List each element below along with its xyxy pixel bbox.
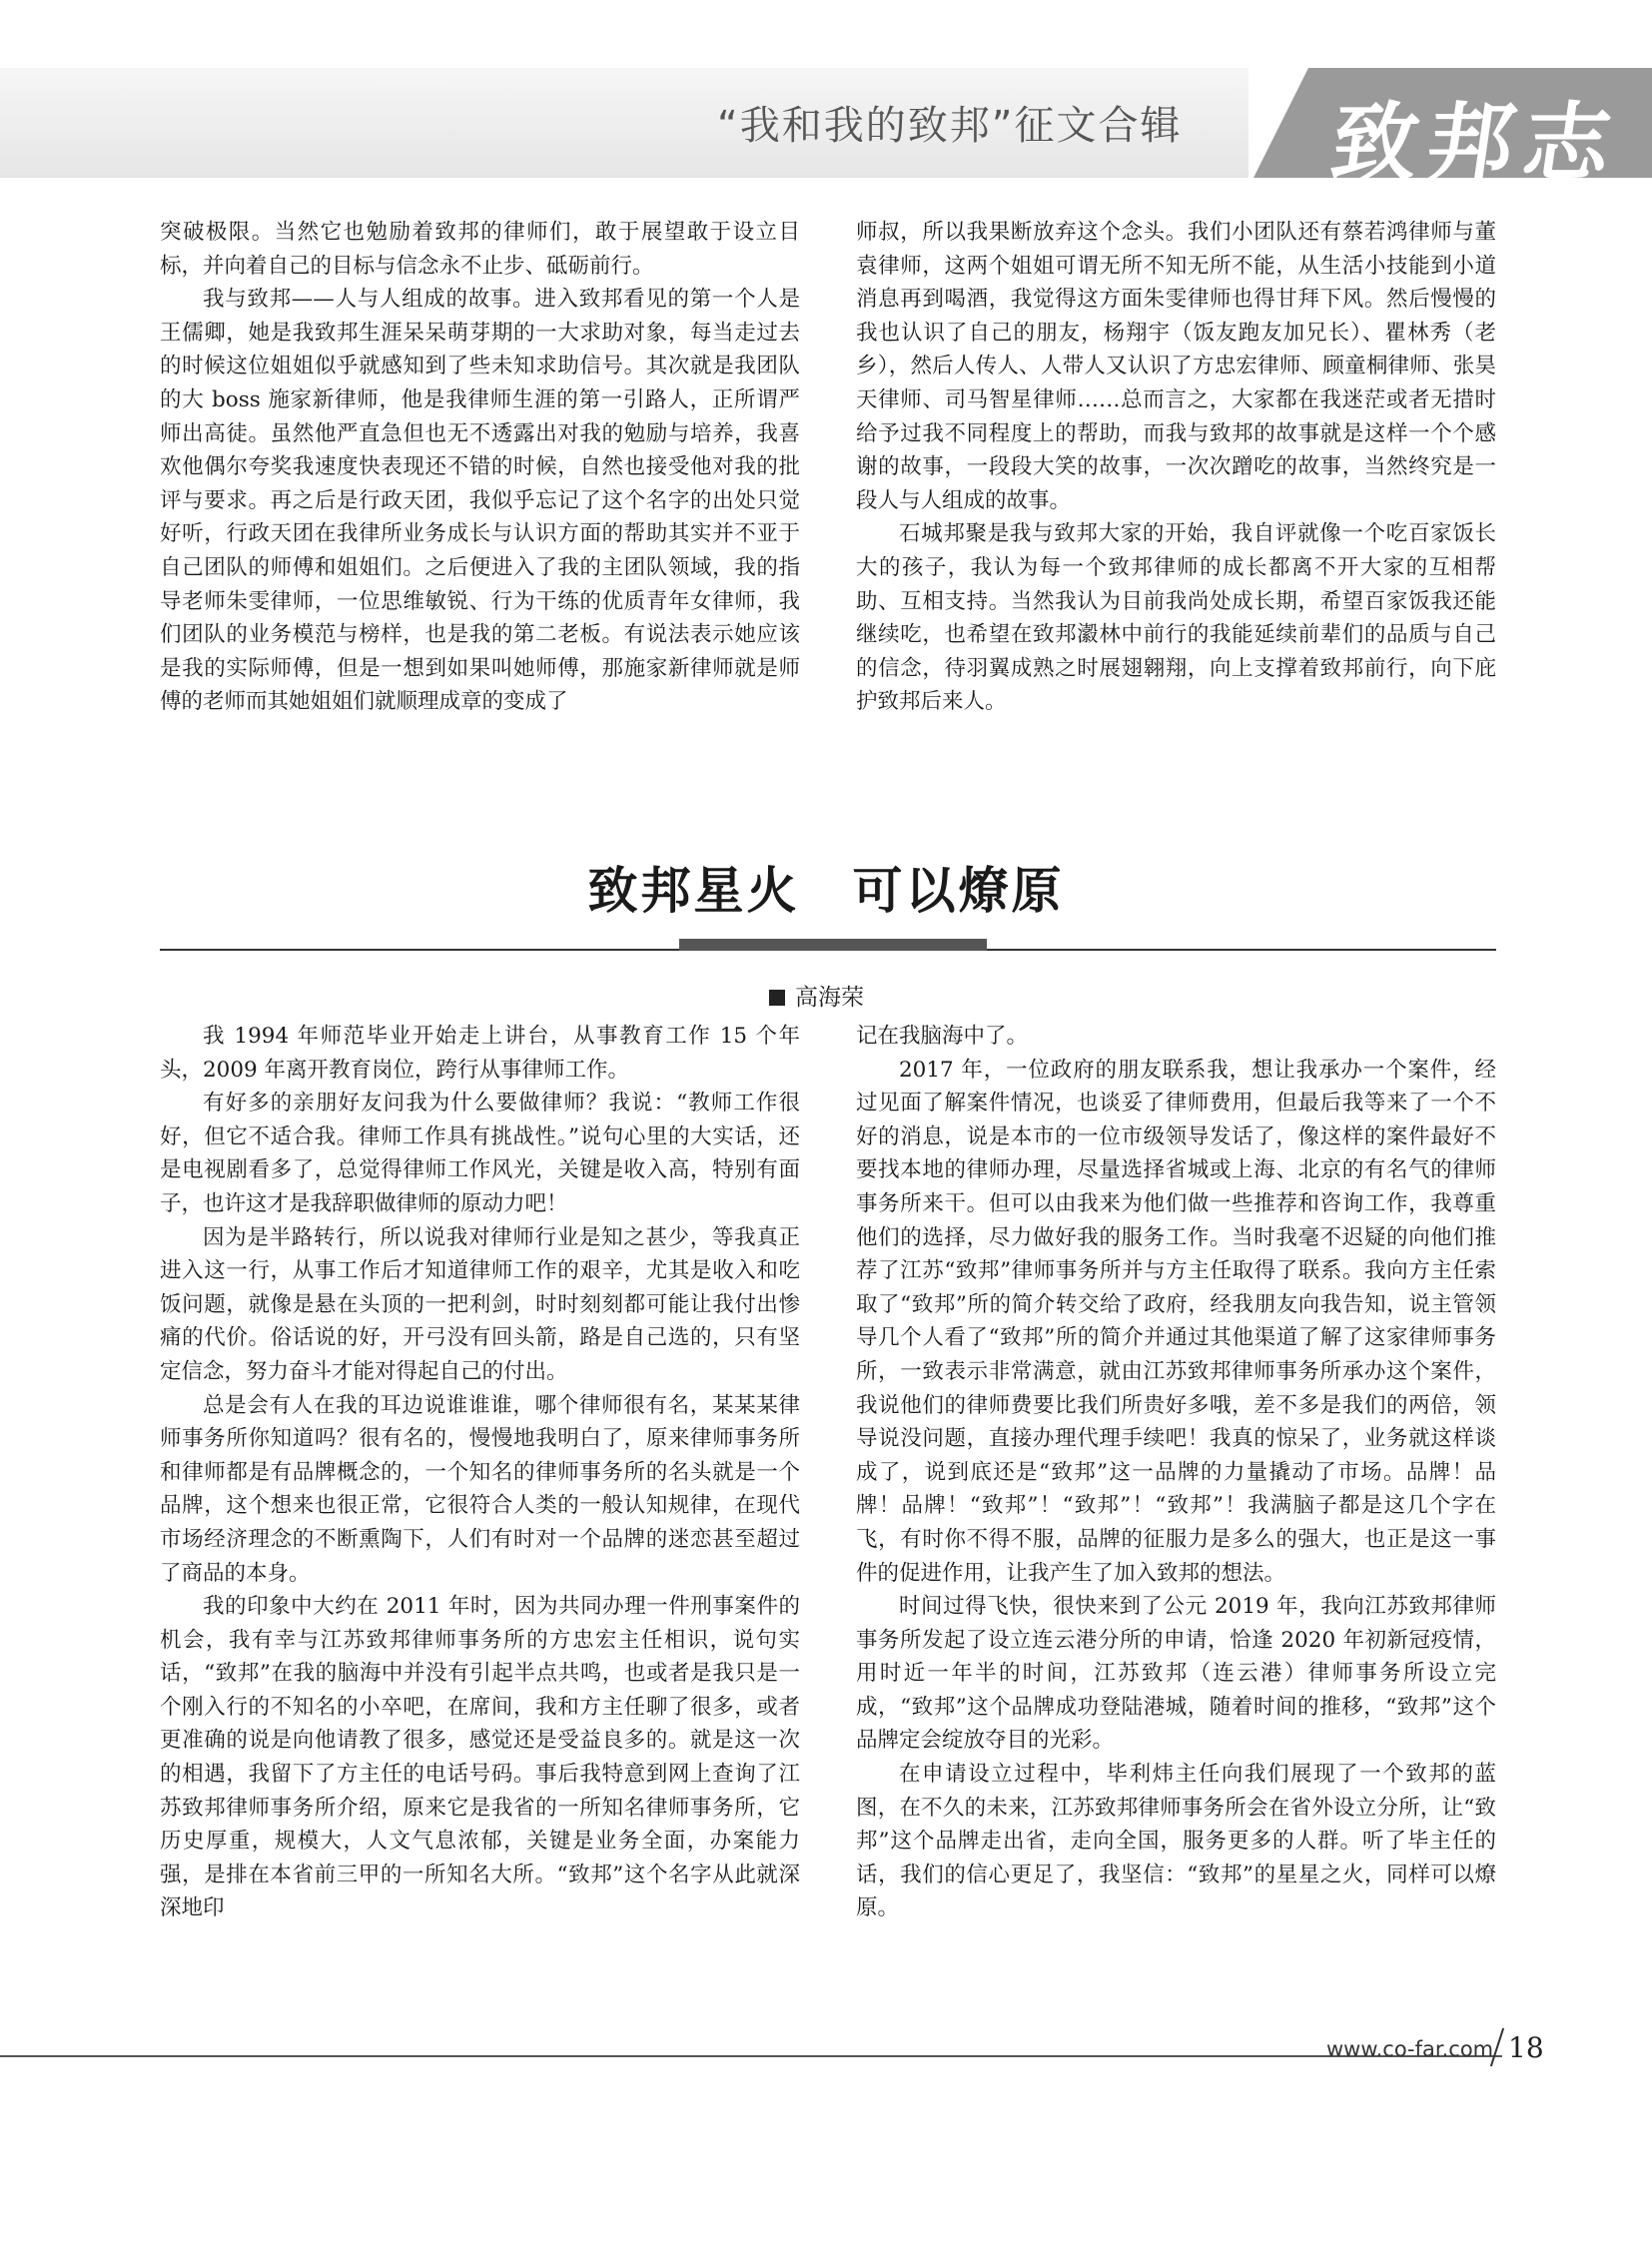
magazine-logo: 致邦志 <box>1324 93 1628 194</box>
paragraph: 有好多的亲朋好友问我为什么要做律师？我说：“教师工作很好，但它不适合我。律师工作具有挑战性。”说句心里的大实话，还是电视剧看多了，总觉得律师工作风光，关键是收入高，特别有面子，也许这才是我辞职做律师的原动力吧！ <box>160 1091 800 1216</box>
paragraph: 时间过得飞快，很快来到了公元 2019 年，我向江苏致邦律师事务所发起了设立连云港分所的申请，恰逢 2020 年初新冠疫情，用时近一年半的时间，江苏致邦（连云港）律师事务所设立完成，“致邦”这个品牌成功登陆港城，随着时间的推移，“致邦”这个品牌定会绽放夺目的光彩。 <box>856 1594 1496 1754</box>
paragraph: 我 1994 年师范毕业开始走上讲台，从事教育工作 15 个年头，2009 年离开教育岗位，跨行从事律师工作。 <box>160 1024 800 1083</box>
square-bullet-icon <box>769 990 785 1006</box>
author-name: 高海荣 <box>795 985 864 1011</box>
paragraph: 师叔，所以我果断放弃这个念头。我们小团队还有蔡若鸿律师与董袁律师，这两个姐姐可谓无所不知无所不能，从生活小技能到小道消息再到喝酒，我觉得这方面朱雯律师也得甘拜下风。然后慢慢的我也认识了自己的朋友，杨翔宇（饭友跑友加兄长）、瞿林秀（老乡），然后人传人、人带人又认识了方忠宏律师、顾童桐律师、张昊天律师、司马智星律师……总而言之，大家都在我迷茫或者无措时给予过我不同程度上的帮助，而我与致邦的故事就是这样一个个感谢的故事，一段段大笑的故事，一次次蹭吃的故事，当然终究是一段人与人组成的故事。 <box>856 220 1496 513</box>
page-header <box>0 68 1652 194</box>
footer-rule <box>0 2055 1502 2057</box>
title-accent-bar <box>679 939 987 951</box>
paragraph: 我与致邦——人与人组成的故事。进入致邦看见的第一个人是王儒卿，她是我致邦生涯呆呆萌芽期的一大求助对象，每当走过去的时候这位姐姐似乎就感知到了些未知求助信号。其次就是我团队的大 boss 施家新律师，他是我律师生涯的第一引路人，正所谓严师出高徒。虽然他严直急但也无不透露出对我的勉励与培养，我喜欢他偶尔夸奖我速度快表现还不错的时候，自然也接受他对我的批评与要求。再之后是行政天团，我似乎忘记了这个名字的出处只觉好听，行政天团在我律所业务成长与认识方面的帮助其实并不亚于自己团队的师傅和姐姐们。之后便进入了我的主团队领域，我的指导老师朱雯律师，一位思维敏锐、行为干练的优质青年女律师，我们团队的业务模范与榜样，也是我的第二老板。有说法表示她应该是我的实际师傅，但是一想到如果叫她师傅，那施家新律师就是师傅的老师而其她姐姐们就顺理成章的变成了 <box>160 287 800 715</box>
prev-article-left-column <box>160 216 800 719</box>
paragraph: 2017 年，一位政府的朋友联系我，想让我承办一个案件，经过见面了解案件情况，也谈妥了律师费用，但最后我等来了一个不好的消息，说是本市的一位市级领导发话了，像这样的案件最好不要找本地的律师办理，尽量选择省城或上海、北京的有名气的律师事务所来干。但可以由我来为他们做一些推荐和咨询工作，我尊重他们的选择，尽力做好我的服务工作。当时我毫不迟疑的向他们推荐了江苏“致邦”律师事务所并与方主任取得了联系。我向方主任索取了“致邦”所的简介转交给了政府，经我朋友向我告知，说主管领导几个人看了“致邦”所的简介并通过其他渠道了解了这家律师事务所，一致表示非常满意，就由江苏致邦律师事务所承办这个案件，我说他们的律师费要比我们所贵好多哦，差不多是我们的两倍，领导说没问题，直接办理代理手续吧！我真的惊呆了，业务就这样谈成了，说到底还是“致邦”这一品牌的力量撬动了市场。品牌！品牌！品牌！“致邦”！“致邦”！“致邦”！我满脑子都是这几个字在飞，有时你不得不服，品牌的征服力是多么的强大，也正是这一事件的促进作用，让我产生了加入致邦的想法。 <box>856 1057 1496 1586</box>
author-byline <box>769 979 864 1012</box>
page-number: 18 <box>1508 2031 1544 2064</box>
paragraph: 因为是半路转行，所以说我对律师行业是知之甚少，等我真正进入这一行，从事工作后才知道律师工作的艰辛，尤其是收入和吃饭问题，就像是悬在头顶的一把利剑，时时刻刻都可能让我付出惨痛的代价。俗话说的好，开弓没有回头箭，路是自己选的，只有坚定信念，努力奋斗才能对得起自己的付出。 <box>160 1224 800 1384</box>
header-title: “我和我的致邦”征文合辑 <box>717 103 1183 149</box>
paragraph: 记在我脑海中了。 <box>856 1024 1029 1049</box>
paragraph: 突破极限。当然它也勉励着致邦的律师们，敢于展望敢于设立目标，并向着自己的目标与信念永不止步、砥砺前行。 <box>160 220 800 279</box>
footer-url: www.co-far.com <box>1326 2037 1494 2061</box>
article-right-column <box>856 1020 1496 1925</box>
paragraph: 我的印象中大约在 2011 年时，因为共同办理一件刑事案件的机会，我有幸与江苏致邦律师事务所的方忠宏主任相识，说句实话，“致邦”在我的脑海中并没有引起半点共鸣，也或者是我只是一个刚入行的不知名的小卒吧，在席间，我和方主任聊了很多，或者更准确的说是向他请教了很多，感觉还是受益良多的。就是这一次的相遇，我留下了方主任的电话号码。事后我特意到网上查询了江苏致邦律师事务所介绍，原来它是我省的一所知名律师事务所，它历史厚重，规模大，人文气息浓郁，关键是业务全面，办案能力强，是排在本省前三甲的一所知名大所。“致邦”这个名字从此就深深地印 <box>160 1594 800 1921</box>
paragraph: 在申请设立过程中，毕利炜主任向我们展现了一个致邦的蓝图，在不久的未来，江苏致邦律师事务所会在省外设立分所，让“致邦”这个品牌走出省，走向全国，服务更多的人群。听了毕主任的话，我们的信心更足了，我坚信：“致邦”的星星之火，同样可以燎原。 <box>856 1762 1496 1921</box>
paragraph: 总是会有人在我的耳边说谁谁谁，哪个律师很有名，某某某律师事务所你知道吗？很有名的，慢慢地我明白了，原来律师事务所和律师都是有品牌概念的，一个知名的律师事务所的名头就是一个品牌，这个想来也很正常，它很符合人类的一般认知规律，在现代市场经济理念的不断熏陶下，人们有时对一个品牌的迷恋甚至超过了商品的本身。 <box>160 1392 800 1586</box>
article-title: 致邦星火 可以燎原 <box>587 862 1065 920</box>
prev-article-right-column <box>856 216 1496 719</box>
paragraph: 石城邦聚是我与致邦大家的开始，我自评就像一个吃百家饭长大的孩子，我认为每一个致邦律师的成长都离不开大家的互相帮助、互相支持。当然我认为目前我尚处成长期，希望百家饭我还能继续吃，也希望在致邦瀫林中前行的我能延续前辈们的品质与自己的信念，待羽翼成熟之时展翅翱翔，向上支撑着致邦前行，向下庇护致邦后来人。 <box>856 521 1496 715</box>
article-left-column <box>160 1020 800 1925</box>
